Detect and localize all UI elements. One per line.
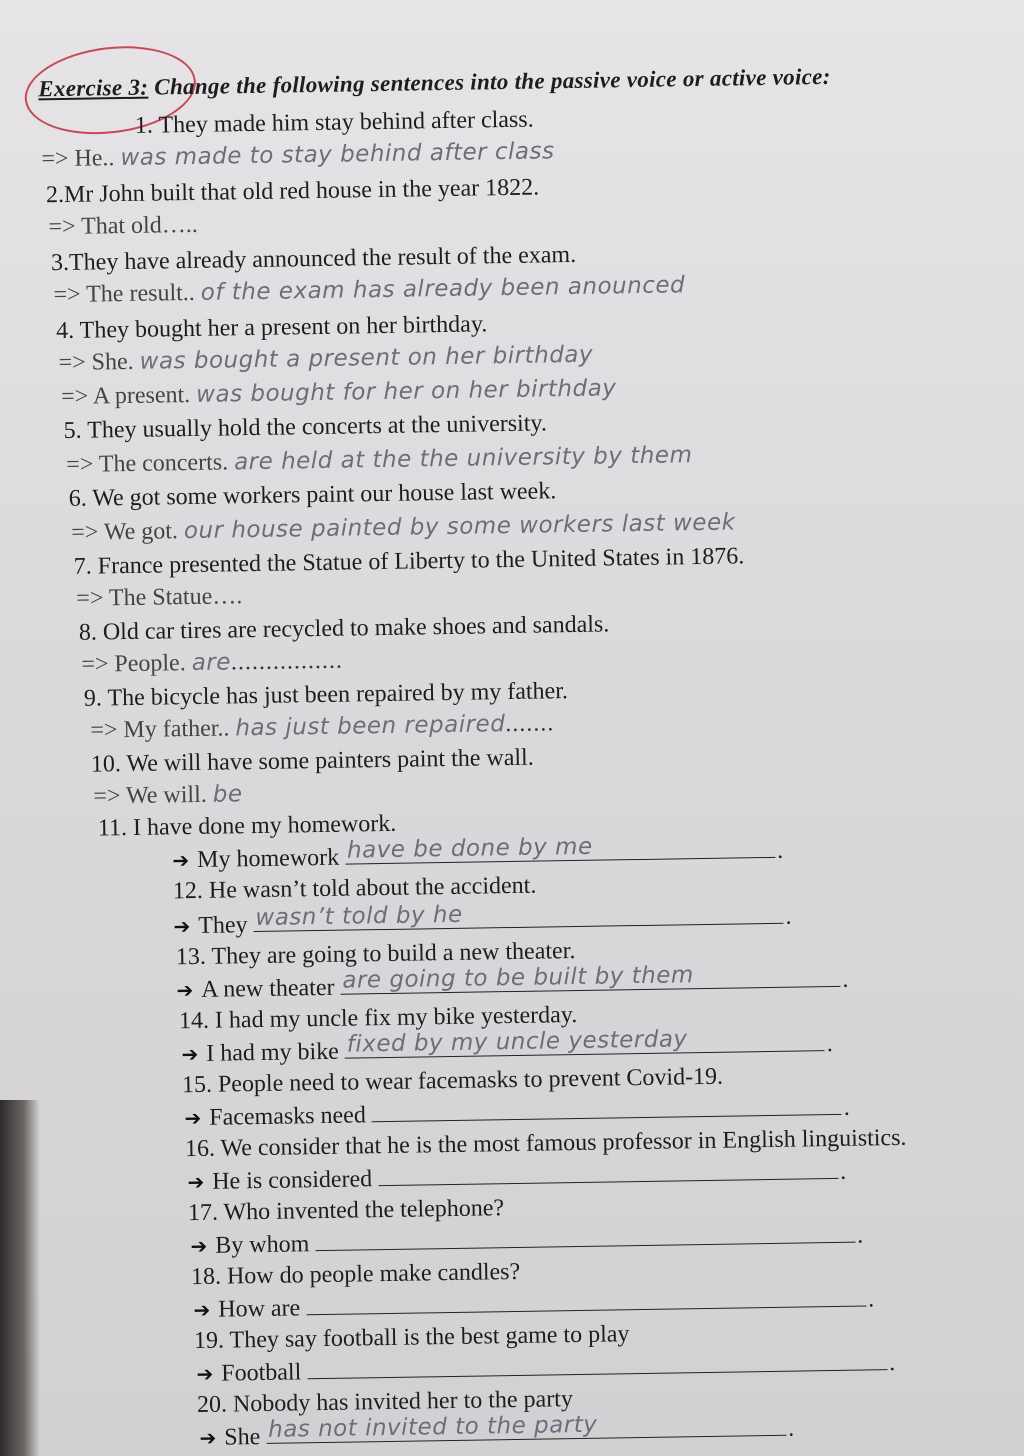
- arrow-icon: ➔: [172, 848, 190, 873]
- handwritten-answer[interactable]: of the exam has already been anounced: [200, 272, 686, 306]
- question-number: 16.: [184, 1135, 216, 1163]
- answer-line-20: [199, 1413, 794, 1453]
- arrow-icon: ➔: [173, 914, 191, 939]
- question-number: 11.: [97, 815, 128, 842]
- question-number: 18.: [190, 1263, 222, 1291]
- arrow-icon: ➔: [190, 1233, 208, 1259]
- arrow-icon: ➔: [193, 1297, 211, 1323]
- question-number: 13.: [175, 943, 207, 971]
- answer-blank[interactable]: [372, 1092, 842, 1122]
- question-10: [91, 743, 534, 780]
- answer-prompt: => A present.: [60, 381, 191, 411]
- answer-prompt: Football: [221, 1359, 302, 1387]
- answer-prompt: => We got.: [71, 518, 179, 546]
- answer-prompt: By whom: [215, 1231, 310, 1259]
- answer-prompt: => The result..: [53, 279, 196, 309]
- handwritten-answer: are going to be built by them: [342, 962, 695, 994]
- question-sentence: They made him stay behind after class.: [158, 106, 534, 139]
- handwritten-answer: fixed by my uncle yesterday: [346, 1026, 688, 1058]
- handwritten-answer[interactable]: our house painted by some workers last week: [183, 509, 736, 545]
- answer-blank[interactable]: [345, 835, 775, 865]
- period: .: [888, 1350, 896, 1377]
- question-number: 8.: [78, 619, 98, 646]
- question-18: [191, 1257, 521, 1292]
- answer-blank[interactable]: [266, 1413, 786, 1444]
- period: .: [843, 1094, 850, 1121]
- answer-blank[interactable]: [340, 964, 840, 995]
- question-5: [63, 408, 547, 446]
- question-number: 5.: [63, 417, 82, 444]
- question-number: 20.: [196, 1391, 228, 1419]
- arrow-icon: ➔: [199, 1425, 217, 1450]
- answer-blank[interactable]: [345, 1028, 825, 1059]
- handwritten-answer[interactable]: be: [212, 781, 243, 808]
- answer-line-2: [48, 210, 198, 242]
- answer-prompt: => The Statue….: [76, 583, 243, 612]
- answer-line-10: [93, 779, 243, 811]
- period: .: [826, 1030, 834, 1058]
- handwritten-answer[interactable]: are held at the the university by them: [233, 442, 693, 476]
- answer-line-7: [76, 581, 242, 614]
- question-8: [79, 609, 610, 647]
- arrow-icon: ➔: [196, 1361, 214, 1387]
- answer-prompt: I had my bike: [206, 1038, 340, 1067]
- answer-prompt: => People.: [81, 650, 186, 678]
- period: .: [785, 903, 792, 930]
- period: .: [842, 966, 849, 993]
- answer-prompt: She: [224, 1424, 261, 1451]
- answer-prompt: Facemasks need: [209, 1102, 367, 1131]
- answer-prompt: A new theater: [201, 974, 335, 1003]
- exercise-instruction: Change the following sentences into the passive voice or active voice:: [154, 63, 831, 100]
- question-sentence: Who invented the telephone?: [223, 1195, 505, 1226]
- question-number: 1.: [134, 112, 154, 139]
- handwritten-answer[interactable]: are: [191, 649, 232, 677]
- arrow-icon: ➔: [187, 1169, 205, 1195]
- question-2: [46, 172, 540, 210]
- question-sentence: People need to wear facemasks to prevent Covid-19.: [217, 1063, 724, 1098]
- exercise-label: Exercise 3:: [38, 74, 149, 102]
- answer-prompt: My homework: [196, 844, 340, 873]
- question-7: [74, 541, 745, 582]
- answer-prompt: => My father..: [90, 715, 230, 744]
- question-19: [194, 1319, 630, 1356]
- answer-prompt: => The concerts.: [66, 449, 229, 478]
- answer-line-4b: [61, 373, 617, 412]
- question-sentence: They are going to build a new theater.: [211, 938, 576, 970]
- question-sentence: He wasn’t told about the accident.: [208, 872, 537, 904]
- answer-blank[interactable]: [378, 1156, 838, 1186]
- arrow-icon: ➔: [184, 1105, 202, 1131]
- question-number: 9.: [83, 685, 103, 712]
- question-sentence: Mr John built that old red house in the year 1822.: [63, 174, 540, 208]
- handwritten-answer: have be done by me: [346, 833, 593, 864]
- question-sentence: France presented the Statue of Liberty to the United States in 1876.: [97, 543, 745, 580]
- question-6: [69, 476, 557, 514]
- question-sentence: We got some workers paint our house last week.: [92, 478, 557, 512]
- question-number: 4.: [55, 317, 75, 345]
- answer-line-8: [81, 646, 343, 680]
- period: .: [856, 1222, 864, 1249]
- question-sentence: We will have some painters paint the wall.: [126, 744, 534, 778]
- handwritten-answer[interactable]: was bought for her on her birthday: [195, 375, 617, 408]
- fill-dots: .......: [505, 710, 555, 738]
- arrow-icon: ➔: [176, 978, 194, 1003]
- question-sentence: I have done my homework.: [132, 810, 397, 841]
- handwritten-answer: has not invited to the party: [267, 1411, 598, 1443]
- answer-prompt: They: [198, 912, 248, 939]
- question-4: [56, 309, 488, 346]
- question-number: 12.: [172, 877, 204, 905]
- period: .: [787, 1415, 795, 1442]
- question-1: [135, 105, 534, 141]
- handwritten-answer[interactable]: was made to stay behind after class: [120, 138, 555, 172]
- answer-line-4a: [58, 340, 593, 378]
- question-number: 7.: [73, 553, 93, 580]
- question-sentence: I had my uncle fix my bike yesterday.: [214, 1001, 578, 1034]
- period: .: [839, 1158, 847, 1185]
- handwritten-answer: wasn’t told by he: [255, 901, 463, 932]
- question-number: 19.: [193, 1327, 225, 1355]
- question-number: 2.: [45, 181, 65, 209]
- answer-prompt: He is considered: [212, 1166, 373, 1195]
- question-9: [84, 676, 568, 714]
- answer-line-6: [71, 507, 736, 547]
- period: .: [776, 837, 784, 864]
- answer-line-1: [41, 136, 555, 174]
- question-sentence: They usually hold the concerts at the university.: [87, 410, 548, 444]
- question-sentence: How do people make candles?: [226, 1258, 521, 1290]
- arrow-icon: ➔: [181, 1041, 199, 1067]
- fill-dots: ................: [230, 647, 344, 676]
- question-number: 3.: [50, 249, 70, 277]
- answer-line-5: [66, 440, 693, 480]
- handwritten-answer[interactable]: was bought a present on her birthday: [139, 341, 594, 375]
- question-number: 17.: [187, 1199, 219, 1227]
- question-sentence: They have already announced the result of the exam.: [68, 241, 577, 276]
- question-sentence: Nobody has invited her to the party: [232, 1386, 574, 1418]
- period: .: [867, 1286, 875, 1313]
- question-sentence: They bought her a present on her birthday.: [79, 311, 488, 344]
- question-sentence: The bicycle has just been repaired by my father.: [107, 678, 569, 712]
- answer-prompt: => That old…..: [48, 211, 198, 241]
- question-sentence: Old car tires are recycled to make shoes and sandals.: [102, 611, 610, 646]
- question-sentence: We consider that he is the most famous professor in English linguistics.: [220, 1124, 907, 1162]
- answer-prompt: => He..: [41, 145, 115, 173]
- answer-prompt: => We will.: [93, 781, 207, 810]
- question-17: [188, 1193, 505, 1228]
- question-number: 6.: [68, 485, 87, 512]
- question-sentence: They say football is the best game to play: [229, 1321, 630, 1354]
- answer-prompt: => She.: [58, 348, 134, 377]
- handwritten-answer[interactable]: has just been repaired: [235, 711, 506, 742]
- question-number: 14.: [178, 1007, 210, 1035]
- answer-prompt: How are: [218, 1295, 301, 1323]
- answer-blank[interactable]: [253, 901, 783, 932]
- answer-line-12: [173, 901, 791, 942]
- answer-line-9: [90, 708, 554, 745]
- question-number: 10.: [90, 751, 122, 778]
- question-number: 15.: [181, 1071, 213, 1099]
